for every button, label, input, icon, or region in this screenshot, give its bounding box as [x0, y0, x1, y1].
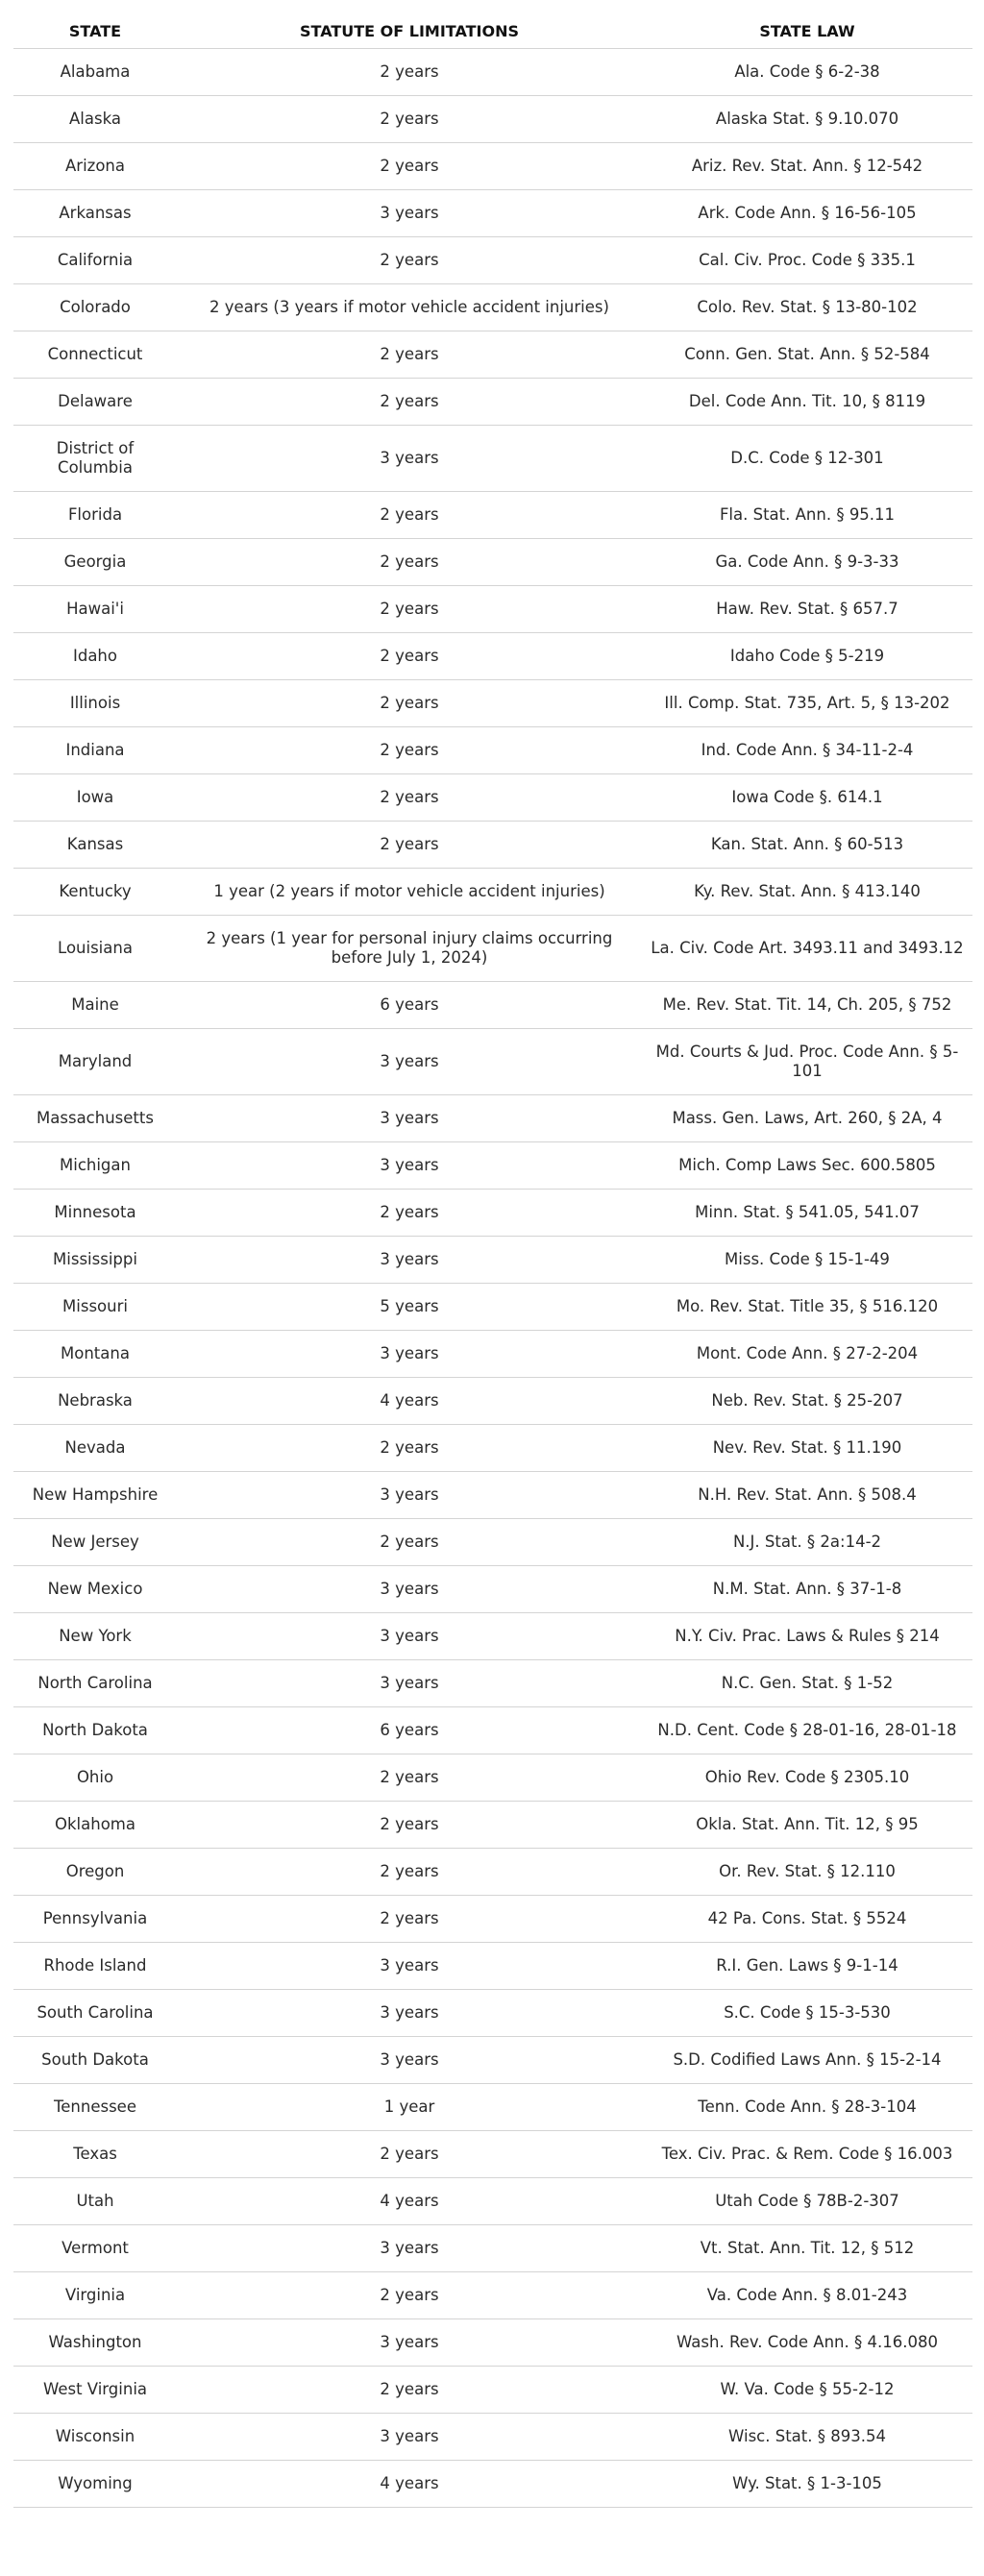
state-cell: North Carolina	[13, 1660, 177, 1707]
table-row	[13, 190, 972, 237]
state-law-cell: Fla. Stat. Ann. § 95.11	[642, 492, 972, 539]
state-law-cell: Ark. Code Ann. § 16-56-105	[642, 190, 972, 237]
table-row	[13, 2461, 972, 2508]
statute-cell: 3 years	[177, 190, 642, 237]
state-law-cell: Utah Code § 78B-2-307	[642, 2178, 972, 2225]
statute-cell: 2 years	[177, 727, 642, 774]
state-cell: Virginia	[13, 2272, 177, 2319]
state-law-cell: Alaska Stat. § 9.10.070	[642, 96, 972, 143]
table-row	[13, 1095, 972, 1142]
statute-cell: 2 years (1 year for personal injury claims occurring before July 1, 2024)	[177, 916, 642, 982]
table-row	[13, 1284, 972, 1331]
table-row	[13, 633, 972, 680]
state-cell: Oregon	[13, 1849, 177, 1896]
table-row	[13, 49, 972, 96]
state-law-cell: Mo. Rev. Stat. Title 35, § 516.120	[642, 1284, 972, 1331]
table-row	[13, 916, 972, 982]
statute-cell: 2 years	[177, 633, 642, 680]
state-law-cell: Vt. Stat. Ann. Tit. 12, § 512	[642, 2225, 972, 2272]
statute-cell: 2 years	[177, 586, 642, 633]
state-law-cell: Tex. Civ. Prac. & Rem. Code § 16.003	[642, 2131, 972, 2178]
table-row	[13, 1237, 972, 1284]
state-cell: North Dakota	[13, 1707, 177, 1754]
statute-cell: 3 years	[177, 1472, 642, 1519]
table-row	[13, 1943, 972, 1990]
statute-cell: 3 years	[177, 2319, 642, 2367]
statute-cell: 2 years	[177, 2131, 642, 2178]
state-cell: Illinois	[13, 680, 177, 727]
statute-cell: 5 years	[177, 1284, 642, 1331]
table-row	[13, 1425, 972, 1472]
state-cell: New Mexico	[13, 1566, 177, 1613]
statute-cell: 2 years	[177, 143, 642, 190]
state-law-cell: Mass. Gen. Laws, Art. 260, § 2A, 4	[642, 1095, 972, 1142]
state-cell: Indiana	[13, 727, 177, 774]
state-cell: California	[13, 237, 177, 284]
table-row	[13, 869, 972, 916]
state-law-cell: Cal. Civ. Proc. Code § 335.1	[642, 237, 972, 284]
state-law-cell: Ky. Rev. Stat. Ann. § 413.140	[642, 869, 972, 916]
statute-cell: 3 years	[177, 426, 642, 492]
state-cell: Arkansas	[13, 190, 177, 237]
table-row	[13, 1029, 972, 1095]
table-header	[13, 13, 972, 49]
state-cell: Nebraska	[13, 1378, 177, 1425]
state-cell: Georgia	[13, 539, 177, 586]
table-row	[13, 1378, 972, 1425]
state-cell: Pennsylvania	[13, 1896, 177, 1943]
table-row	[13, 1472, 972, 1519]
state-cell: Delaware	[13, 379, 177, 426]
state-law-cell: N.M. Stat. Ann. § 37-1-8	[642, 1566, 972, 1613]
state-law-cell: Haw. Rev. Stat. § 657.7	[642, 586, 972, 633]
table-row	[13, 2414, 972, 2461]
table-row	[13, 1754, 972, 1802]
statute-cell: 3 years	[177, 1613, 642, 1660]
table-row	[13, 426, 972, 492]
state-law-cell: Tenn. Code Ann. § 28-3-104	[642, 2084, 972, 2131]
state-law-cell: N.D. Cent. Code § 28-01-16, 28-01-18	[642, 1707, 972, 1754]
state-law-cell: Ala. Code § 6-2-38	[642, 49, 972, 96]
state-law-cell: W. Va. Code § 55-2-12	[642, 2367, 972, 2414]
state-law-cell: Ariz. Rev. Stat. Ann. § 12-542	[642, 143, 972, 190]
state-cell: Idaho	[13, 633, 177, 680]
statute-cell: 3 years	[177, 2225, 642, 2272]
statute-cell: 2 years	[177, 1802, 642, 1849]
table-row	[13, 1849, 972, 1896]
state-cell: Wyoming	[13, 2461, 177, 2508]
statute-cell: 3 years	[177, 1095, 642, 1142]
state-cell: Washington	[13, 2319, 177, 2367]
table-row	[13, 1660, 972, 1707]
table-row	[13, 1990, 972, 2037]
state-cell: Iowa	[13, 774, 177, 822]
state-cell: Alaska	[13, 96, 177, 143]
statute-cell: 2 years	[177, 680, 642, 727]
state-cell: West Virginia	[13, 2367, 177, 2414]
table-row	[13, 774, 972, 822]
state-law-cell: Wash. Rev. Code Ann. § 4.16.080	[642, 2319, 972, 2367]
state-law-cell: Kan. Stat. Ann. § 60-513	[642, 822, 972, 869]
state-law-cell: Wisc. Stat. § 893.54	[642, 2414, 972, 2461]
table-row	[13, 492, 972, 539]
statute-cell: 1 year (2 years if motor vehicle accident injuries)	[177, 869, 642, 916]
state-law-cell: Va. Code Ann. § 8.01-243	[642, 2272, 972, 2319]
statute-cell: 6 years	[177, 982, 642, 1029]
statute-cell: 3 years	[177, 1990, 642, 2037]
state-cell: Nevada	[13, 1425, 177, 1472]
table-row	[13, 284, 972, 331]
state-cell: Texas	[13, 2131, 177, 2178]
state-law-cell: Okla. Stat. Ann. Tit. 12, § 95	[642, 1802, 972, 1849]
statute-cell: 2 years	[177, 237, 642, 284]
table-row	[13, 727, 972, 774]
state-cell: Kansas	[13, 822, 177, 869]
state-cell: Wisconsin	[13, 2414, 177, 2461]
state-law-cell: Ga. Code Ann. § 9-3-33	[642, 539, 972, 586]
state-law-cell: Wy. Stat. § 1-3-105	[642, 2461, 972, 2508]
table-row	[13, 1566, 972, 1613]
state-cell: New Hampshire	[13, 1472, 177, 1519]
state-cell: Utah	[13, 2178, 177, 2225]
table-row	[13, 1613, 972, 1660]
header-statute-of-limitations: STATUTE OF LIMITATIONS	[177, 13, 642, 49]
table-row	[13, 2367, 972, 2414]
statute-cell: 2 years	[177, 1190, 642, 1237]
statute-cell: 2 years	[177, 539, 642, 586]
state-cell: Ohio	[13, 1754, 177, 1802]
table-row	[13, 2084, 972, 2131]
table-row	[13, 2037, 972, 2084]
statute-cell: 4 years	[177, 2178, 642, 2225]
state-law-cell: N.Y. Civ. Prac. Laws & Rules § 214	[642, 1613, 972, 1660]
state-law-cell: Idaho Code § 5-219	[642, 633, 972, 680]
statute-cell: 2 years	[177, 1849, 642, 1896]
table-row	[13, 1896, 972, 1943]
statute-cell: 1 year	[177, 2084, 642, 2131]
state-law-cell: Del. Code Ann. Tit. 10, § 8119	[642, 379, 972, 426]
state-law-cell: Ohio Rev. Code § 2305.10	[642, 1754, 972, 1802]
table-row	[13, 2131, 972, 2178]
state-cell: Hawai'i	[13, 586, 177, 633]
state-cell: Kentucky	[13, 869, 177, 916]
statute-cell: 2 years	[177, 2272, 642, 2319]
state-law-cell: Ill. Comp. Stat. 735, Art. 5, § 13-202	[642, 680, 972, 727]
state-cell: District of Columbia	[13, 426, 177, 492]
state-law-cell: Or. Rev. Stat. § 12.110	[642, 1849, 972, 1896]
table-row	[13, 1519, 972, 1566]
statute-cell: 3 years	[177, 1331, 642, 1378]
table-row	[13, 2178, 972, 2225]
state-cell: Missouri	[13, 1284, 177, 1331]
state-cell: New York	[13, 1613, 177, 1660]
state-cell: Louisiana	[13, 916, 177, 982]
statute-cell: 6 years	[177, 1707, 642, 1754]
table-row	[13, 2319, 972, 2367]
state-law-cell: Md. Courts & Jud. Proc. Code Ann. § 5-101	[642, 1029, 972, 1095]
state-law-cell: Me. Rev. Stat. Tit. 14, Ch. 205, § 752	[642, 982, 972, 1029]
statute-cell: 2 years	[177, 1425, 642, 1472]
statute-cell: 2 years	[177, 1519, 642, 1566]
table-row	[13, 379, 972, 426]
table-row	[13, 143, 972, 190]
state-cell: Mississippi	[13, 1237, 177, 1284]
table-row	[13, 1142, 972, 1190]
table-row	[13, 1707, 972, 1754]
statute-cell: 4 years	[177, 1378, 642, 1425]
table-row	[13, 1190, 972, 1237]
state-cell: Arizona	[13, 143, 177, 190]
state-cell: Connecticut	[13, 331, 177, 379]
statute-cell: 2 years	[177, 2367, 642, 2414]
statute-cell: 2 years (3 years if motor vehicle accident injuries)	[177, 284, 642, 331]
state-law-cell: S.C. Code § 15-3-530	[642, 1990, 972, 2037]
table-row	[13, 1331, 972, 1378]
table-row	[13, 2272, 972, 2319]
state-cell: Florida	[13, 492, 177, 539]
statute-cell: 3 years	[177, 2037, 642, 2084]
state-cell: Massachusetts	[13, 1095, 177, 1142]
table-row	[13, 1802, 972, 1849]
table-row	[13, 2225, 972, 2272]
statute-cell: 2 years	[177, 331, 642, 379]
state-law-cell: S.D. Codified Laws Ann. § 15-2-14	[642, 2037, 972, 2084]
state-law-cell: Ind. Code Ann. § 34-11-2-4	[642, 727, 972, 774]
header-state-law: STATE LAW	[642, 13, 972, 49]
state-cell: Rhode Island	[13, 1943, 177, 1990]
state-cell: Oklahoma	[13, 1802, 177, 1849]
state-cell: Colorado	[13, 284, 177, 331]
state-law-cell: Iowa Code §. 614.1	[642, 774, 972, 822]
table-row	[13, 822, 972, 869]
state-law-cell: Mont. Code Ann. § 27-2-204	[642, 1331, 972, 1378]
state-cell: Michigan	[13, 1142, 177, 1190]
state-law-cell: Mich. Comp Laws Sec. 600.5805	[642, 1142, 972, 1190]
state-law-cell: 42 Pa. Cons. Stat. § 5524	[642, 1896, 972, 1943]
statute-cell: 2 years	[177, 1754, 642, 1802]
state-law-cell: D.C. Code § 12-301	[642, 426, 972, 492]
statute-cell: 3 years	[177, 1142, 642, 1190]
statute-cell: 2 years	[177, 822, 642, 869]
state-law-cell: Miss. Code § 15-1-49	[642, 1237, 972, 1284]
state-law-cell: N.J. Stat. § 2a:14-2	[642, 1519, 972, 1566]
state-law-cell: R.I. Gen. Laws § 9-1-14	[642, 1943, 972, 1990]
header-state: STATE	[13, 13, 177, 49]
statute-cell: 2 years	[177, 492, 642, 539]
state-cell: South Dakota	[13, 2037, 177, 2084]
table-row	[13, 982, 972, 1029]
statute-cell: 3 years	[177, 1029, 642, 1095]
state-law-cell: N.H. Rev. Stat. Ann. § 508.4	[642, 1472, 972, 1519]
statute-cell: 3 years	[177, 1943, 642, 1990]
table-body	[13, 49, 972, 2508]
statute-cell: 3 years	[177, 1660, 642, 1707]
state-cell: Minnesota	[13, 1190, 177, 1237]
state-cell: Vermont	[13, 2225, 177, 2272]
state-cell: New Jersey	[13, 1519, 177, 1566]
statute-cell: 3 years	[177, 1566, 642, 1613]
state-cell: Montana	[13, 1331, 177, 1378]
statute-cell: 2 years	[177, 49, 642, 96]
statute-cell: 3 years	[177, 2414, 642, 2461]
state-cell: South Carolina	[13, 1990, 177, 2037]
table-row	[13, 96, 972, 143]
table-row	[13, 331, 972, 379]
table-row	[13, 680, 972, 727]
statute-cell: 2 years	[177, 379, 642, 426]
state-law-cell: Conn. Gen. Stat. Ann. § 52-584	[642, 331, 972, 379]
table-row	[13, 586, 972, 633]
state-law-cell: Neb. Rev. Stat. § 25-207	[642, 1378, 972, 1425]
table-row	[13, 539, 972, 586]
state-cell: Maine	[13, 982, 177, 1029]
statute-cell: 2 years	[177, 1896, 642, 1943]
header-row	[13, 13, 972, 49]
state-law-cell: Nev. Rev. Stat. § 11.190	[642, 1425, 972, 1472]
state-law-cell: La. Civ. Code Art. 3493.11 and 3493.12	[642, 916, 972, 982]
statute-cell: 2 years	[177, 96, 642, 143]
state-cell: Alabama	[13, 49, 177, 96]
table-row	[13, 237, 972, 284]
statute-cell: 3 years	[177, 1237, 642, 1284]
statute-of-limitations-table	[13, 13, 972, 2508]
statute-cell: 4 years	[177, 2461, 642, 2508]
state-cell: Tennessee	[13, 2084, 177, 2131]
state-law-cell: N.C. Gen. Stat. § 1-52	[642, 1660, 972, 1707]
state-law-cell: Colo. Rev. Stat. § 13-80-102	[642, 284, 972, 331]
state-cell: Maryland	[13, 1029, 177, 1095]
statute-cell: 2 years	[177, 774, 642, 822]
state-law-cell: Minn. Stat. § 541.05, 541.07	[642, 1190, 972, 1237]
